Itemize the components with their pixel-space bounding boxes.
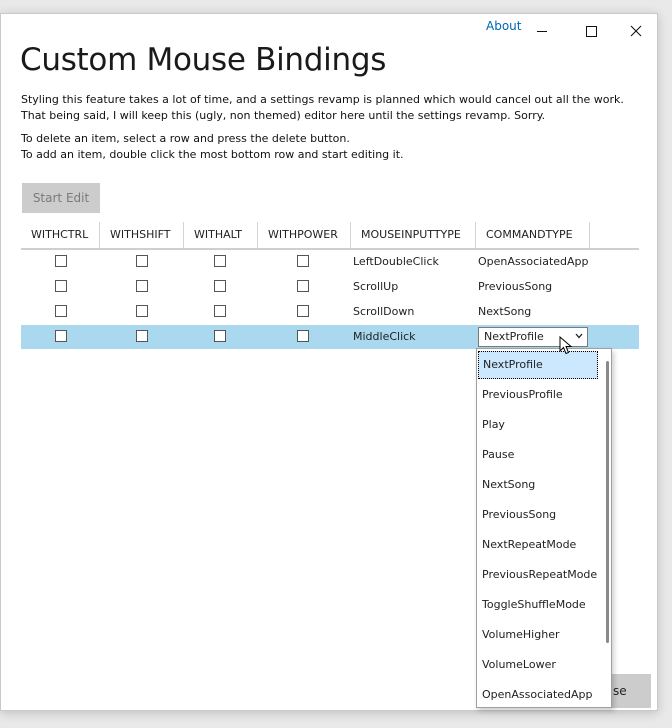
dropdown-option-volumehigher[interactable]: VolumeHigher: [482, 628, 560, 641]
withalt-checkbox[interactable]: [214, 280, 226, 292]
dropdown-option-nextsong[interactable]: NextSong: [482, 478, 536, 491]
dropdown-option-openassociatedapp[interactable]: OpenAssociatedApp: [482, 688, 593, 701]
withalt-checkbox[interactable]: [214, 255, 226, 267]
column-header-mouseinputtype[interactable]: MOUSEINPUTTYPE: [351, 222, 476, 248]
column-header-withalt[interactable]: WITHALT: [184, 222, 258, 248]
dropdown-option-previoussong[interactable]: PreviousSong: [482, 508, 557, 521]
close-icon: [625, 22, 647, 40]
withpower-checkbox[interactable]: [297, 330, 309, 342]
table-row[interactable]: [21, 275, 639, 299]
withalt-checkbox[interactable]: [214, 305, 226, 317]
dropdown-option-previousprofile[interactable]: PreviousProfile: [482, 388, 563, 401]
close-window-button[interactable]: [625, 22, 647, 40]
command-cell[interactable]: NextSong: [478, 305, 532, 318]
dropdown-option-toggleshufflemode[interactable]: ToggleShuffleMode: [482, 598, 586, 611]
table-row[interactable]: [21, 250, 639, 274]
start-edit-button[interactable]: Start Edit: [22, 183, 100, 213]
withctrl-checkbox[interactable]: [55, 330, 67, 342]
withpower-checkbox[interactable]: [297, 305, 309, 317]
withctrl-checkbox[interactable]: [55, 280, 67, 292]
description-line-1: Styling this feature takes a lot of time, and a settings revamp is planned which would cancel out all the work.: [21, 93, 624, 106]
mouse-input-cell[interactable]: ScrollDown: [353, 305, 415, 318]
table-row[interactable]: [21, 300, 639, 324]
about-link[interactable]: About: [486, 19, 522, 33]
chevron-down-icon: [575, 333, 583, 339]
withshift-checkbox[interactable]: [136, 280, 148, 292]
grid-header: [21, 222, 639, 250]
command-cell[interactable]: OpenAssociatedApp: [478, 255, 589, 268]
withctrl-checkbox[interactable]: [55, 255, 67, 267]
column-header-commandtype[interactable]: COMMANDTYPE: [476, 222, 590, 248]
table-row-selected[interactable]: [21, 325, 639, 349]
column-header-withshift[interactable]: WITHSHIFT: [100, 222, 184, 248]
description-line-2: That being said, I will keep this (ugly, non themed) editor here until the settings revamp. Sorry.: [21, 109, 546, 122]
minimize-button[interactable]: [531, 22, 553, 40]
mouse-input-cell[interactable]: MiddleClick: [353, 330, 416, 343]
withalt-checkbox[interactable]: [214, 330, 226, 342]
mouse-input-cell[interactable]: ScrollUp: [353, 280, 399, 293]
column-header-withctrl[interactable]: WITHCTRL: [21, 222, 100, 248]
dropdown-scrollbar[interactable]: [606, 361, 609, 643]
dropdown-option-nextprofile[interactable]: NextProfile: [478, 351, 598, 379]
combobox-value: NextProfile: [484, 330, 544, 343]
command-dropdown-list[interactable]: [476, 348, 612, 708]
mouse-input-cell[interactable]: LeftDoubleClick: [353, 255, 439, 268]
instruction-line-1: To delete an item, select a row and press the delete button.: [21, 132, 350, 145]
maximize-icon: [580, 22, 602, 40]
withshift-checkbox[interactable]: [136, 330, 148, 342]
maximize-button[interactable]: [580, 22, 602, 40]
dropdown-option-pause[interactable]: Pause: [482, 448, 515, 461]
mouse-cursor-icon: [559, 336, 573, 356]
withshift-checkbox[interactable]: [136, 305, 148, 317]
minimize-icon: [531, 22, 553, 40]
column-header-withpower[interactable]: WITHPOWER: [258, 222, 351, 248]
dropdown-option-previousrepeatmode[interactable]: PreviousRepeatMode: [482, 568, 598, 581]
withctrl-checkbox[interactable]: [55, 305, 67, 317]
withshift-checkbox[interactable]: [136, 255, 148, 267]
close-button-label: se: [613, 684, 627, 698]
dropdown-option-nextrepeatmode[interactable]: NextRepeatMode: [482, 538, 577, 551]
dropdown-option-play[interactable]: Play: [482, 418, 505, 431]
instruction-line-2: To add an item, double click the most bottom row and start editing it.: [21, 148, 404, 161]
withpower-checkbox[interactable]: [297, 280, 309, 292]
dropdown-option-volumelower[interactable]: VolumeLower: [482, 658, 556, 671]
page-title: Custom Mouse Bindings: [20, 42, 387, 78]
withpower-checkbox[interactable]: [297, 255, 309, 267]
command-cell[interactable]: PreviousSong: [478, 280, 553, 293]
